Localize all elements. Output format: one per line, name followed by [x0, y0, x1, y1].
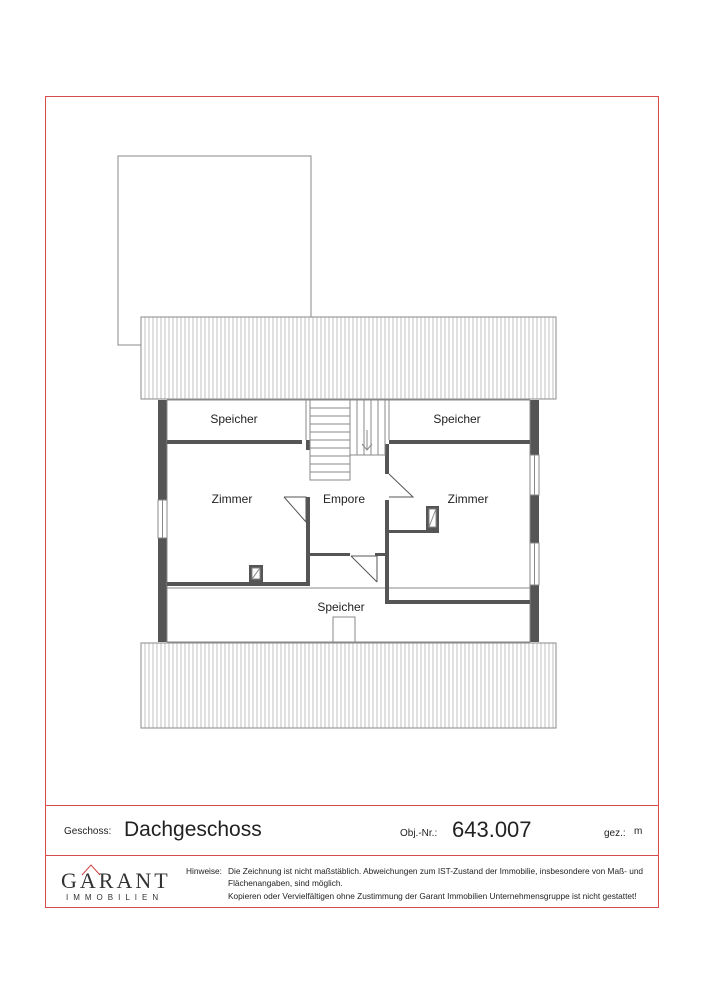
objnr-label: Obj.-Nr.:	[400, 828, 438, 839]
notes-line-3: Kopieren oder Vervielfältigen ohne Zustimmung der Garant Immobilien Unternehmensgruppe ist nicht gestattet!	[228, 891, 637, 901]
garant-logo-sub: IMMOBILIEN	[66, 893, 164, 902]
drawing-frame	[45, 96, 659, 908]
title-separator-bottom	[45, 855, 659, 856]
logo-roof-icon	[81, 864, 101, 876]
room-empore: Empore	[322, 492, 366, 506]
notes-line-1: Die Zeichnung ist nicht maßstäblich. Abweichungen zum IST-Zustand der Immobilie, insbesondere von Maß- und	[228, 866, 644, 876]
garant-logo: GARANT	[61, 868, 171, 893]
gez-label: gez.:	[604, 828, 626, 839]
title-separator-top	[45, 805, 659, 806]
geschoss-label: Geschoss:	[64, 826, 112, 837]
room-speicher-left: Speicher	[210, 412, 258, 426]
notes-line-2: Flächenangaben, sind möglich.	[228, 878, 343, 888]
geschoss-value: Dachgeschoss	[124, 818, 262, 841]
room-speicher-right: Speicher	[433, 412, 481, 426]
room-zimmer-left: Zimmer	[211, 492, 253, 506]
room-speicher-bottom: Speicher	[317, 600, 365, 614]
objnr-value: 643.007	[452, 817, 532, 842]
gez-value: m	[634, 826, 643, 837]
notes-label: Hinweise:	[186, 866, 222, 876]
room-zimmer-right: Zimmer	[447, 492, 489, 506]
